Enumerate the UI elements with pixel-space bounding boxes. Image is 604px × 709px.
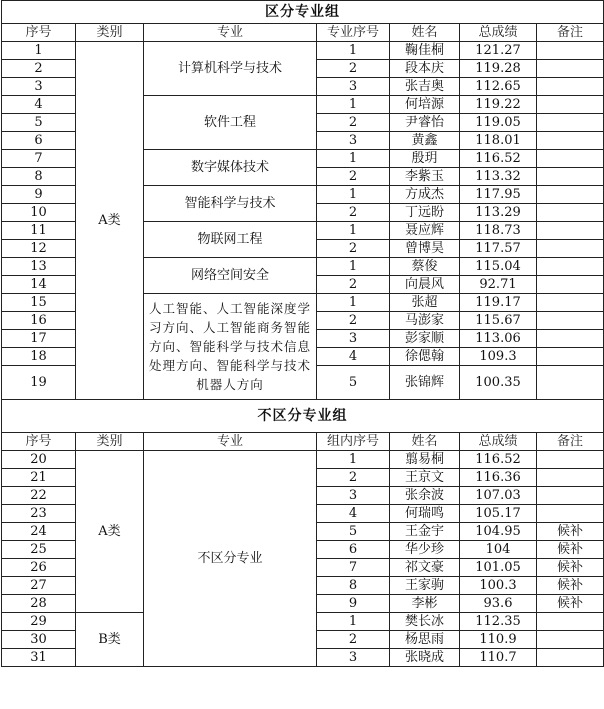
name-cell: 樊长冰	[390, 613, 460, 631]
major-cell: 计算机科学与技术	[144, 42, 317, 96]
table-row	[2, 42, 604, 60]
note-cell: 候补	[537, 559, 604, 577]
index-cell: 14	[2, 276, 76, 294]
score-cell: 118.01	[460, 132, 537, 150]
seq-cell: 7	[317, 559, 390, 577]
seq-cell: 8	[317, 577, 390, 595]
score-cell: 105.17	[460, 505, 537, 523]
major-cell: 人工智能、人工智能深度学习方向、人工智能商务智能方向、智能科学与技术信息处理方向、智能科学与技术机器人方向	[144, 294, 317, 400]
seq-cell: 6	[317, 541, 390, 559]
column-header-note: 备注	[537, 433, 604, 451]
index-cell: 2	[2, 60, 76, 78]
note-cell	[537, 150, 604, 168]
index-cell: 15	[2, 294, 76, 312]
name-cell: 徐偲翰	[390, 348, 460, 366]
index-cell: 31	[2, 649, 76, 667]
seq-cell: 4	[317, 505, 390, 523]
major-cell: 不区分专业	[144, 451, 317, 667]
note-cell	[537, 168, 604, 186]
note-cell	[537, 78, 604, 96]
column-header-category: 类别	[76, 24, 144, 42]
seq-cell: 3	[317, 78, 390, 96]
major-cell: 物联网工程	[144, 222, 317, 258]
column-header-major: 专业	[144, 433, 317, 451]
index-cell: 25	[2, 541, 76, 559]
header-row	[2, 24, 604, 42]
note-cell	[537, 42, 604, 60]
seq-cell: 1	[317, 222, 390, 240]
index-cell: 27	[2, 577, 76, 595]
category-cell: A类	[76, 451, 144, 613]
index-cell: 21	[2, 469, 76, 487]
score-cell: 113.29	[460, 204, 537, 222]
index-cell: 20	[2, 451, 76, 469]
score-cell: 110.7	[460, 649, 537, 667]
note-cell	[537, 312, 604, 330]
seq-cell: 3	[317, 649, 390, 667]
index-cell: 7	[2, 150, 76, 168]
index-cell: 4	[2, 96, 76, 114]
score-cell: 116.52	[460, 451, 537, 469]
seq-cell: 1	[317, 42, 390, 60]
name-cell: 张锦辉	[390, 366, 460, 400]
index-cell: 23	[2, 505, 76, 523]
name-cell: 杨思雨	[390, 631, 460, 649]
score-cell: 115.67	[460, 312, 537, 330]
score-table	[1, 0, 604, 667]
score-cell: 112.35	[460, 613, 537, 631]
seq-cell: 1	[317, 451, 390, 469]
name-cell: 王金宇	[390, 523, 460, 541]
name-cell: 丁远盼	[390, 204, 460, 222]
major-cell: 网络空间安全	[144, 258, 317, 294]
index-cell: 10	[2, 204, 76, 222]
name-cell: 尹睿怡	[390, 114, 460, 132]
score-cell: 104	[460, 541, 537, 559]
score-cell: 118.73	[460, 222, 537, 240]
score-cell: 107.03	[460, 487, 537, 505]
name-cell: 翦易桐	[390, 451, 460, 469]
column-header-category: 类别	[76, 433, 144, 451]
score-cell: 112.65	[460, 78, 537, 96]
name-cell: 华少珍	[390, 541, 460, 559]
note-cell	[537, 613, 604, 631]
name-cell: 祁文豪	[390, 559, 460, 577]
score-cell: 113.32	[460, 168, 537, 186]
index-cell: 28	[2, 595, 76, 613]
name-cell: 黄鑫	[390, 132, 460, 150]
seq-cell: 2	[317, 631, 390, 649]
section-title: 区分专业组	[2, 1, 604, 24]
note-cell	[537, 222, 604, 240]
major-cell: 智能科学与技术	[144, 186, 317, 222]
name-cell: 何瑞鸣	[390, 505, 460, 523]
seq-cell: 2	[317, 276, 390, 294]
column-header-name: 姓名	[390, 24, 460, 42]
column-header-major: 专业	[144, 24, 317, 42]
index-cell: 9	[2, 186, 76, 204]
seq-cell: 1	[317, 294, 390, 312]
section-title: 不区分专业组	[2, 400, 604, 433]
note-cell	[537, 132, 604, 150]
column-header-index: 序号	[2, 433, 76, 451]
note-cell	[537, 451, 604, 469]
index-cell: 12	[2, 240, 76, 258]
column-header-score: 总成绩	[460, 24, 537, 42]
index-cell: 5	[2, 114, 76, 132]
seq-cell: 1	[317, 96, 390, 114]
column-header-note: 备注	[537, 24, 604, 42]
note-cell	[537, 487, 604, 505]
note-cell: 候补	[537, 541, 604, 559]
score-cell: 119.05	[460, 114, 537, 132]
column-header-seq: 组内序号	[317, 433, 390, 451]
index-cell: 8	[2, 168, 76, 186]
note-cell	[537, 204, 604, 222]
header-row	[2, 433, 604, 451]
note-cell	[537, 258, 604, 276]
index-cell: 30	[2, 631, 76, 649]
note-cell	[537, 348, 604, 366]
note-cell	[537, 631, 604, 649]
score-cell: 93.6	[460, 595, 537, 613]
seq-cell: 2	[317, 168, 390, 186]
name-cell: 殷玥	[390, 150, 460, 168]
name-cell: 聂应辉	[390, 222, 460, 240]
index-cell: 18	[2, 348, 76, 366]
seq-cell: 2	[317, 240, 390, 258]
note-cell	[537, 366, 604, 400]
seq-cell: 1	[317, 258, 390, 276]
name-cell: 王家驹	[390, 577, 460, 595]
index-cell: 13	[2, 258, 76, 276]
seq-cell: 9	[317, 595, 390, 613]
name-cell: 王京文	[390, 469, 460, 487]
score-cell: 110.9	[460, 631, 537, 649]
index-cell: 1	[2, 42, 76, 60]
name-cell: 何培源	[390, 96, 460, 114]
score-cell: 101.05	[460, 559, 537, 577]
name-cell: 李紫玉	[390, 168, 460, 186]
note-cell: 候补	[537, 523, 604, 541]
index-cell: 26	[2, 559, 76, 577]
seq-cell: 2	[317, 204, 390, 222]
seq-cell: 1	[317, 186, 390, 204]
seq-cell: 3	[317, 132, 390, 150]
note-cell	[537, 469, 604, 487]
score-cell: 119.17	[460, 294, 537, 312]
note-cell	[537, 114, 604, 132]
note-cell	[537, 60, 604, 78]
note-cell: 候补	[537, 595, 604, 613]
score-cell: 92.71	[460, 276, 537, 294]
name-cell: 彭家顺	[390, 330, 460, 348]
score-cell: 117.57	[460, 240, 537, 258]
note-cell	[537, 330, 604, 348]
seq-cell: 5	[317, 523, 390, 541]
category-cell: B类	[76, 613, 144, 667]
seq-cell: 2	[317, 60, 390, 78]
score-cell: 119.22	[460, 96, 537, 114]
score-cell: 116.52	[460, 150, 537, 168]
note-cell	[537, 294, 604, 312]
index-cell: 22	[2, 487, 76, 505]
column-header-seq: 专业序号	[317, 24, 390, 42]
score-cell: 100.3	[460, 577, 537, 595]
name-cell: 方成杰	[390, 186, 460, 204]
seq-cell: 2	[317, 312, 390, 330]
category-cell: A类	[76, 42, 144, 400]
name-cell: 曾博昊	[390, 240, 460, 258]
name-cell: 蔡俊	[390, 258, 460, 276]
name-cell: 张余波	[390, 487, 460, 505]
seq-cell: 2	[317, 469, 390, 487]
score-cell: 115.04	[460, 258, 537, 276]
note-cell	[537, 240, 604, 258]
score-cell: 121.27	[460, 42, 537, 60]
name-cell: 马澎家	[390, 312, 460, 330]
name-cell: 张吉奥	[390, 78, 460, 96]
name-cell: 张晓成	[390, 649, 460, 667]
seq-cell: 1	[317, 150, 390, 168]
seq-cell: 3	[317, 487, 390, 505]
seq-cell: 3	[317, 330, 390, 348]
name-cell: 段本庆	[390, 60, 460, 78]
table-row	[2, 451, 604, 469]
score-cell: 109.3	[460, 348, 537, 366]
seq-cell: 2	[317, 114, 390, 132]
name-cell: 张超	[390, 294, 460, 312]
column-header-name: 姓名	[390, 433, 460, 451]
major-cell: 软件工程	[144, 96, 317, 150]
note-cell	[537, 649, 604, 667]
name-cell: 向晨风	[390, 276, 460, 294]
seq-cell: 1	[317, 613, 390, 631]
score-cell: 119.28	[460, 60, 537, 78]
column-header-score: 总成绩	[460, 433, 537, 451]
index-cell: 24	[2, 523, 76, 541]
index-cell: 29	[2, 613, 76, 631]
note-cell	[537, 276, 604, 294]
score-cell: 116.36	[460, 469, 537, 487]
seq-cell: 4	[317, 348, 390, 366]
index-cell: 11	[2, 222, 76, 240]
note-cell: 候补	[537, 577, 604, 595]
index-cell: 16	[2, 312, 76, 330]
score-cell: 113.06	[460, 330, 537, 348]
note-cell	[537, 186, 604, 204]
score-cell: 104.95	[460, 523, 537, 541]
score-cell: 117.95	[460, 186, 537, 204]
seq-cell: 5	[317, 366, 390, 400]
major-cell: 数字媒体技术	[144, 150, 317, 186]
index-cell: 6	[2, 132, 76, 150]
score-cell: 100.35	[460, 366, 537, 400]
name-cell: 李彬	[390, 595, 460, 613]
index-cell: 17	[2, 330, 76, 348]
column-header-index: 序号	[2, 24, 76, 42]
note-cell	[537, 505, 604, 523]
index-cell: 19	[2, 366, 76, 400]
index-cell: 3	[2, 78, 76, 96]
name-cell: 鞠佳桐	[390, 42, 460, 60]
note-cell	[537, 96, 604, 114]
